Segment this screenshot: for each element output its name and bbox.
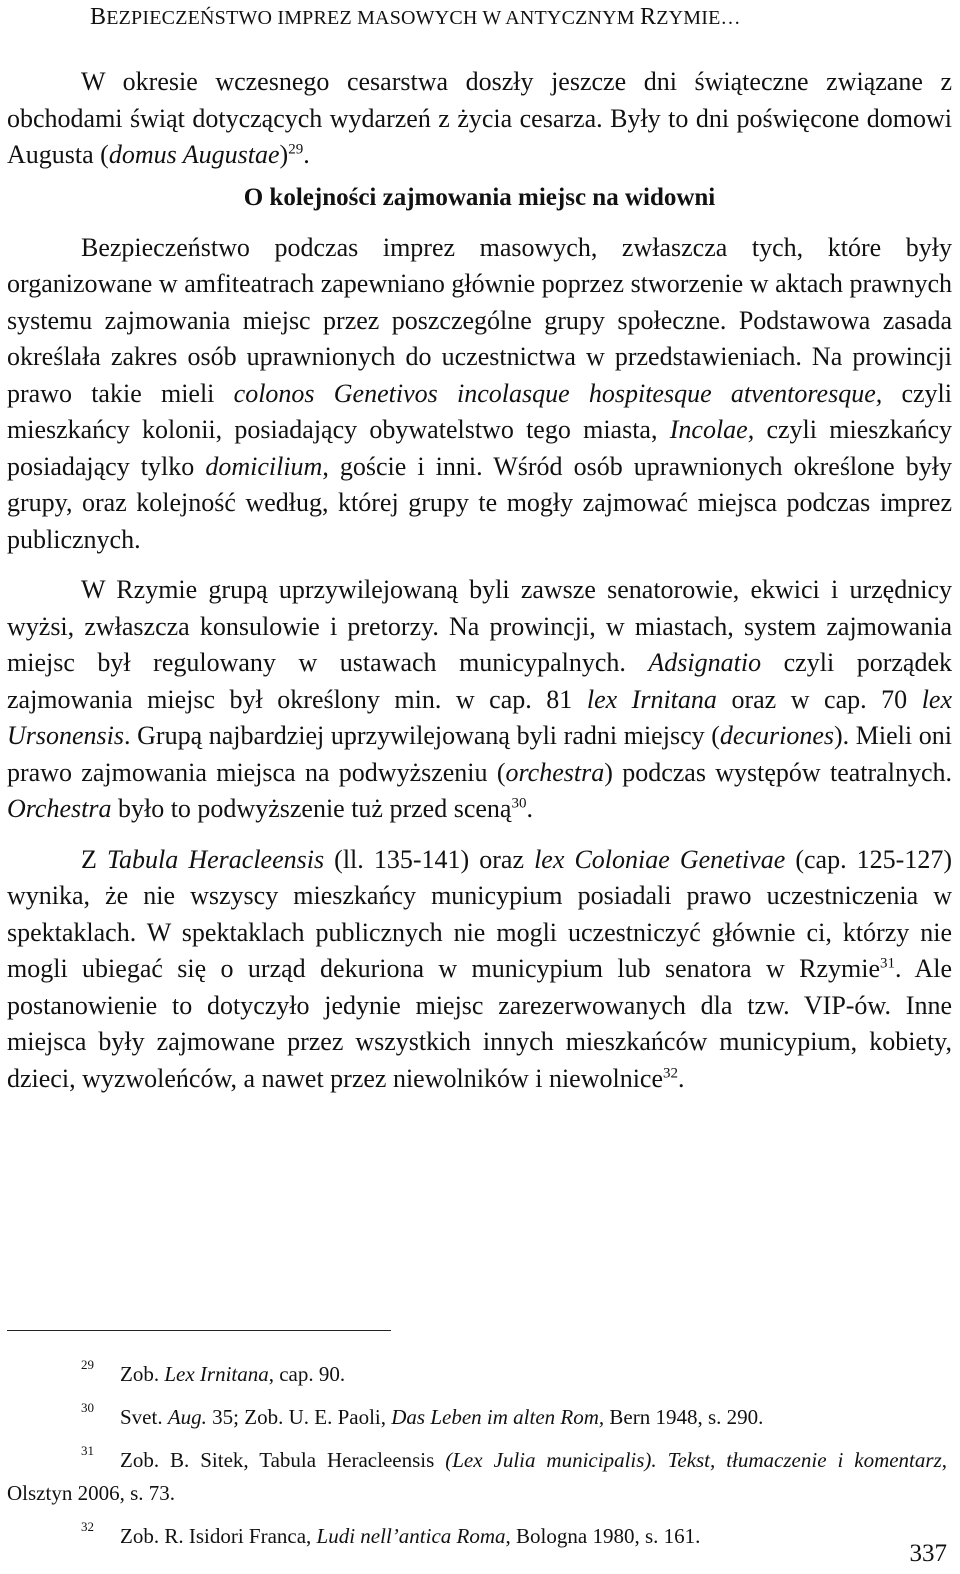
text: czyli porządek zajmowania miejsc był określony min. w cap. 81 <box>7 648 952 714</box>
italic-term: decuriones <box>719 721 834 750</box>
italic-term: (Lex Julia municipalis). Tekst, tłumaczenie i komentarz <box>445 1448 942 1472</box>
italic-term: domicilium <box>205 451 323 481</box>
italic-term: Ludi nell’antica Roma <box>316 1524 506 1548</box>
text: , Bologna 1980, s. 161. <box>505 1524 701 1548</box>
running-head-text-2: ZYMIE… <box>656 7 741 29</box>
text: . Grupą najbardziej uprzywilejowaną byli radni miejscy ( <box>124 721 720 750</box>
italic-term: Lex Irnitana <box>164 1362 269 1386</box>
footnote-31 <box>7 1438 947 1510</box>
italic-term: lex Irnitana <box>586 684 717 714</box>
text: Zob. <box>120 1362 165 1386</box>
italic-term: Tabula Heracleensis <box>106 844 325 874</box>
footnote-number: 31 <box>81 1443 94 1458</box>
text: (cap. 125-127) wynika, że nie wszyscy mieszkańcy municypium posiadali prawo uczestniczenia w spektaklach. W spektaklach publicznych nie mogli uczestniczyć głównie ci, którzy nie mogli ubiegać się o urząd dekuriona w municypium lub senatora w Rzymie <box>7 844 952 983</box>
text: ) <box>279 140 289 169</box>
paragraph-3 <box>7 572 952 828</box>
text: oraz w cap. 70 <box>716 684 922 714</box>
text: . <box>303 140 310 169</box>
paragraph-4 <box>7 842 952 1098</box>
text: 35; Zob. U. E. Paoli, <box>206 1405 392 1429</box>
text: W okresie wczesnego cesarstwa doszły jeszcze dni świąteczne związane z obchodami świąt dotyczących wydarzeń z życia cesarza. Były to dni poświęcone domowi Augusta ( <box>7 67 952 169</box>
paragraph-1 <box>7 64 952 174</box>
footnote-number: 29 <box>81 1357 94 1372</box>
text: W Rzymie grupą uprzywilejowaną byli zawsze senatorowie, ekwici i urzędnicy wyżsi, zwłaszcza konsulowie i pretorzy. Na prowincji, w miastach, system zajmowania miejsc był regulowany w ustawach municypalnych. <box>7 575 952 677</box>
text: czyli mieszkańcy kolonii, posiadający obywatelstwo tego miasta, <box>7 378 952 444</box>
italic-term: Orchestra <box>7 794 112 823</box>
footnote-number: 32 <box>81 1519 94 1534</box>
text: czyli mieszkańcy posiadający tylko <box>7 415 952 481</box>
section-heading: O kolejności zajmowania miejsc na widowni <box>243 183 716 211</box>
text: Zob. B. Sitek, Tabula Heracleensis <box>120 1448 446 1472</box>
italic-term: orchestra <box>505 757 605 787</box>
body-text <box>7 64 952 1097</box>
footnote-ref[interactable]: 32 <box>663 1064 679 1081</box>
running-head-initial-2: R <box>640 4 657 30</box>
footnotes <box>7 1352 947 1557</box>
footnote-number: 30 <box>81 1400 94 1415</box>
text: ). Mieli oni prawo zajmowania miejsca na podwyższeniu ( <box>7 721 952 787</box>
text: Bezpieczeństwo podczas imprez masowych, zwłaszcza tych, które były organizowane w amfiteatrach zapewniano głównie poprzez stworzenie w aktach prawnych systemu zajmowania miejsc przez poszczególne grupy społeczne. Podstawowa zasada określała zakres osób uprawnionych do uczestnictwa w przedstawieniach. Na prowincji prawo takie mieli <box>7 232 952 408</box>
italic-term: lex Ursonensis <box>7 684 953 750</box>
text: , cap. 90. <box>268 1362 346 1386</box>
text: , Olsztyn 2006, s. 73. <box>7 1448 947 1505</box>
text: . <box>678 1063 685 1093</box>
footnote-ref[interactable]: 29 <box>288 141 304 158</box>
footnote-30 <box>7 1395 947 1434</box>
paragraph-2 <box>7 230 952 559</box>
page-number: 337 <box>909 1540 947 1567</box>
text: (ll. 135-141) oraz <box>324 844 535 874</box>
italic-term: Incolae, <box>669 415 755 444</box>
text: , goście i inni. Wśród osób uprawnionych określone były grupy, oraz kolejność według, której grupy te mogły zajmować miejsca podczas imprez publicznych. <box>7 451 952 554</box>
text: . <box>526 794 533 823</box>
text: Zob. R. Isidori Franca, <box>120 1524 317 1548</box>
text: Bern 1948, s. 290. <box>604 1405 764 1429</box>
footnote-29 <box>7 1352 947 1391</box>
running-head-text-1: EZPIECZEŃSTWO IMPREZ MASOWYCH W ANTYCZNYM <box>106 7 640 29</box>
italic-term: Aug. <box>167 1405 207 1429</box>
text: Z <box>81 844 107 874</box>
text: Svet. <box>120 1405 168 1429</box>
italic-term: Das Leben im alten Rom, <box>391 1405 605 1429</box>
italic-term: colonos Genetivos incolasque hospitesque atventoresque, <box>233 378 883 408</box>
italic-term: Adsignatio <box>648 648 762 677</box>
running-head <box>90 4 741 31</box>
italic-term: domus Augustae <box>108 140 280 169</box>
footnote-32 <box>7 1514 947 1553</box>
text: było to podwyższenie tuż przed sceną <box>111 794 512 823</box>
text: ) podczas występów teatralnych. <box>604 757 952 787</box>
italic-term: lex Coloniae Genetivae <box>534 844 786 874</box>
footnote-separator <box>7 1330 391 1331</box>
running-head-initial: B <box>90 4 107 30</box>
footnote-ref[interactable]: 31 <box>880 955 896 972</box>
text: . Ale postanowienie to dotyczyło jedynie miejsc zarezerwowanych dla tzw. VIP-ów. Inne miejsca były zajmowane przez wszystkich innych mieszkańców municypium, kobiety, dzieci, wyzwoleńców, a nawet przez niewolników i niewolnice <box>7 954 953 1093</box>
footnote-ref[interactable]: 30 <box>511 795 527 812</box>
